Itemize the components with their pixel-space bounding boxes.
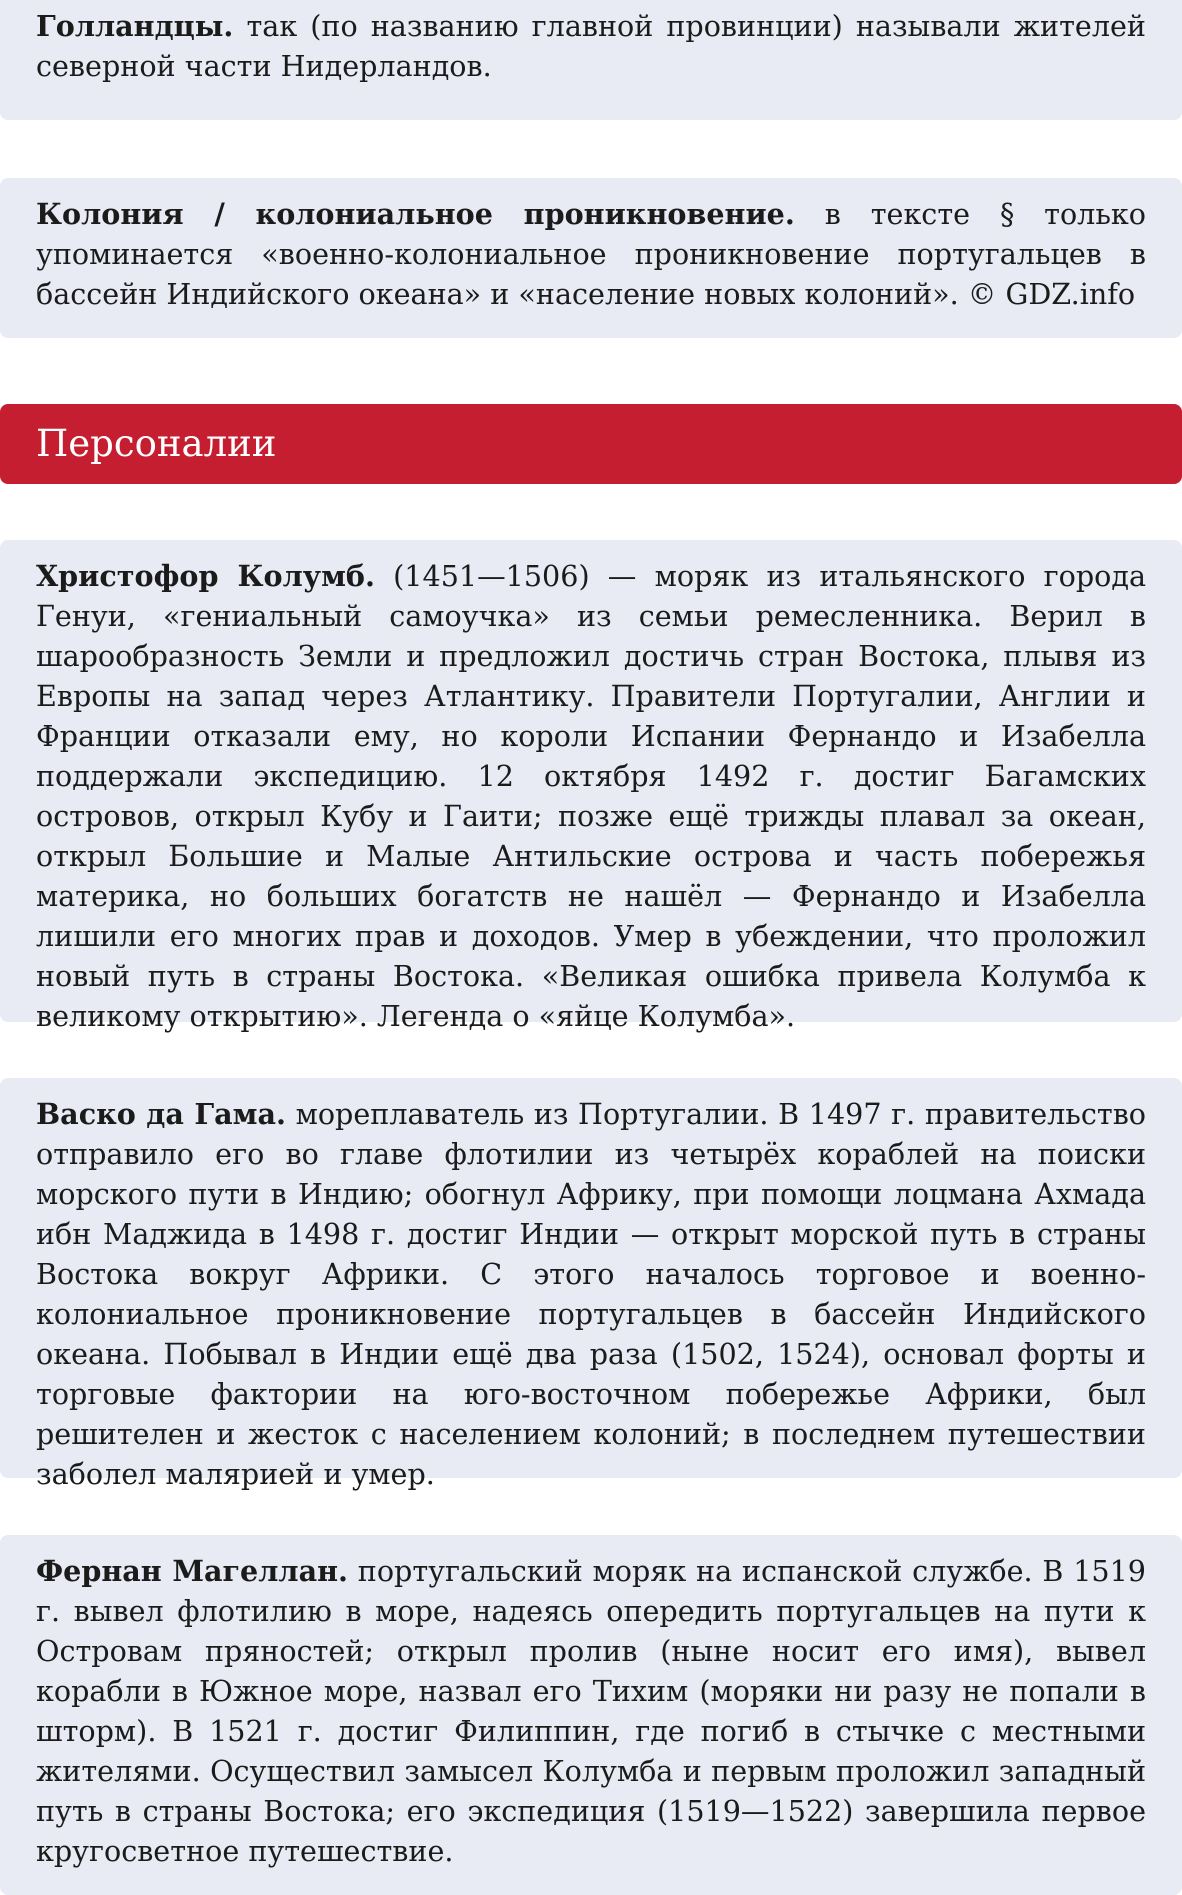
section-title: Персоналии [36, 422, 277, 465]
definition-text: так (по названию главной провинции) называли жителей северной части Нидерландов. [36, 9, 1146, 83]
person-paragraph [36, 1551, 1146, 1871]
person-text: (1451—1506) — моряк из итальянского города Генуи, «гениальный самоучка» из семьи ремесленника. Верил в шарообразность Земли и предложил достичь стран Востока, плывя из Европы на запад через Атлантику. Правители Португалии, Англии и Франции отказали ему, но короли Испании Фернандо и Изабелла поддержали экспедицию. 12 октября 1492 г. достиг Багамских островов, открыл Кубу и Гаити; позже ещё трижды плавал за океан, открыл Большие и Малые Антильские острова и часть побережья материка, но больших богатств не нашёл — Фернандо и Изабелла лишили его многих прав и доходов. Умер в убеждении, что проложил новый путь в страны Востока. «Великая ошибка привела Колумба к великому открытию». Легенда о «яйце Колумба». [36, 559, 1146, 1033]
definition-paragraph [36, 194, 1146, 314]
person-card-columbus [0, 540, 1182, 1033]
person-card-da-gama [0, 1078, 1182, 1491]
person-text: португальский моряк на испанской службе. В 1519 г. вывел флотилию в море, надеясь опередить португальцев на пути к Островам пряностей; открыл пролив (ныне носит его имя), вывел корабли в Южное море, назвал его Тихим (моряки ни разу не попали в шторм). В 1521 г. достиг Филиппин, где погиб в стычке с местными жителями. Осуществил замысел Колумба и первым проложил западный путь в страны Востока; его экспедиция (1519—1522) завершила первое кругосветное путешествие. [36, 1554, 1146, 1868]
term-label: Голландцы. [36, 9, 234, 43]
definition-paragraph [36, 6, 1146, 86]
person-name: Фернан Магеллан. [36, 1554, 348, 1588]
person-paragraph [36, 1094, 1146, 1494]
person-paragraph [36, 556, 1146, 1036]
definition-card-dutch [0, 0, 1182, 120]
person-card-magellan [0, 1535, 1182, 1895]
person-name: Христофор Колумб. [36, 559, 375, 593]
person-name: Васко да Гама. [36, 1097, 286, 1131]
definition-text: в тексте § только упоминается «военно-колониальное проникновение португальцев в бассейн Индийского океана» и «население новых колоний». © GDZ.info [36, 197, 1147, 311]
person-text: мореплаватель из Португалии. В 1497 г. правительство отправило его во главе флотилии из четырёх кораблей на поиски морского пути в Индию; обогнул Африку, при помощи лоцмана Ахмада ибн Маджида в 1498 г. достиг Индии — открыт морской путь в страны Востока вокруг Африки. С этого началось торговое и военно-колониальное проникновение португальцев в бассейн Индийского океана. Побывал в Индии ещё два раза (1502, 1524), основал форты и торговые фактории на юго-восточном побережье Африки, был решителен и жесток с населением колоний; в последнем путешествии заболел малярией и умер. [36, 1097, 1147, 1491]
definition-card-colony [0, 178, 1182, 338]
section-header-personalities [0, 404, 1182, 484]
term-label: Колония / колониальное проникновение. [36, 197, 795, 231]
